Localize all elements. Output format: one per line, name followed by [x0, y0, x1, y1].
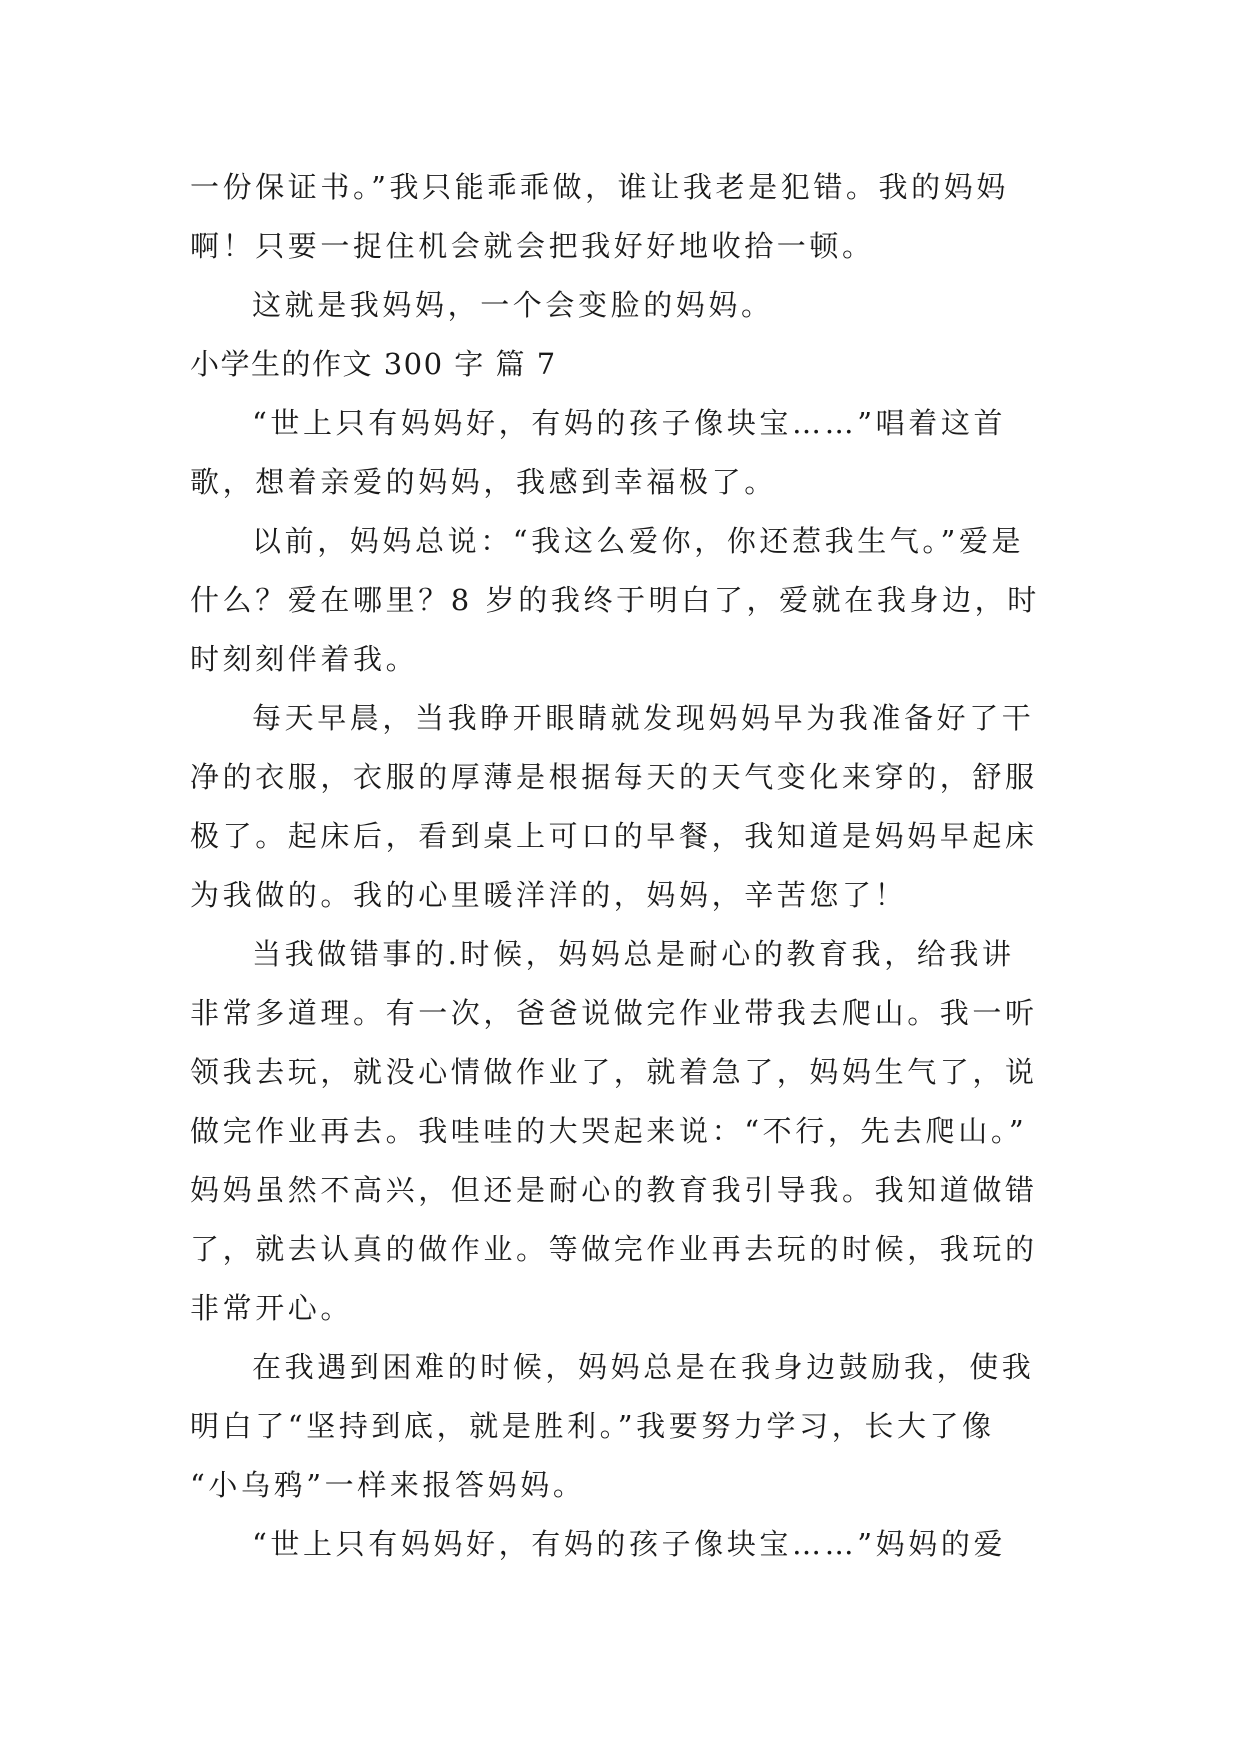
text-line: “世上只有妈妈好，有妈的孩子像块宝……”妈妈的爱	[252, 1527, 1007, 1561]
text-line: 以前，妈妈总说：“我这么爱你，你还惹我生气。”爱是	[252, 524, 1025, 558]
text-line: 时刻刻伴着我。	[190, 642, 419, 676]
text-line: 净的衣服，衣服的厚薄是根据每天的天气变化来穿的，舒服	[190, 760, 1038, 794]
text-line: 这就是我妈妈，一个会变脸的妈妈。	[252, 288, 774, 322]
section-heading: 小学生的作文 300 字 篇 7	[190, 347, 557, 381]
text-line: 非常开心。	[190, 1291, 354, 1325]
text-line: 妈妈虽然不高兴，但还是耐心的教育我引导我。我知道做错	[190, 1173, 1038, 1207]
text-line: 啊！只要一捉住机会就会把我好好地收拾一顿。	[190, 229, 875, 263]
text-line: 了，就去认真的做作业。等做完作业再去玩的时候，我玩的	[190, 1232, 1038, 1266]
text-line: 极了。起床后，看到桌上可口的早餐，我知道是妈妈早起床	[190, 819, 1038, 853]
text-line: 为我做的。我的心里暖洋洋的，妈妈，辛苦您了！	[190, 878, 908, 912]
document-body	[190, 158, 1050, 1574]
text-line: 在我遇到困难的时候，妈妈总是在我身边鼓励我，使我	[252, 1350, 1035, 1384]
text-line: 每天早晨，当我睁开眼睛就发现妈妈早为我准备好了干	[252, 701, 1035, 735]
text-line: 做完作业再去。我哇哇的大哭起来说：“不行，先去爬山。”	[190, 1114, 1028, 1148]
text-line: 歌，想着亲爱的妈妈，我感到幸福极了。	[190, 465, 777, 499]
text-line: 领我去玩，就没心情做作业了，就着急了，妈妈生气了，说	[190, 1055, 1038, 1089]
text-line: 当我做错事的.时候，妈妈总是耐心的教育我，给我讲	[252, 937, 1015, 971]
text-line: 非常多道理。有一次，爸爸说做完作业带我去爬山。我一听	[190, 996, 1038, 1030]
text-line: “小乌鸦”一样来报答妈妈。	[190, 1468, 586, 1502]
text-line: 一份保证书。”我只能乖乖做，谁让我老是犯错。我的妈妈	[190, 170, 1009, 204]
text-line: 明白了“坚持到底，就是胜利。”我要努力学习，长大了像	[190, 1409, 995, 1443]
text-line: 什么？爱在哪里？8 岁的我终于明白了，爱就在我身边，时	[190, 583, 1040, 617]
text-line: “世上只有妈妈好，有妈的孩子像块宝……”唱着这首	[252, 406, 1007, 440]
